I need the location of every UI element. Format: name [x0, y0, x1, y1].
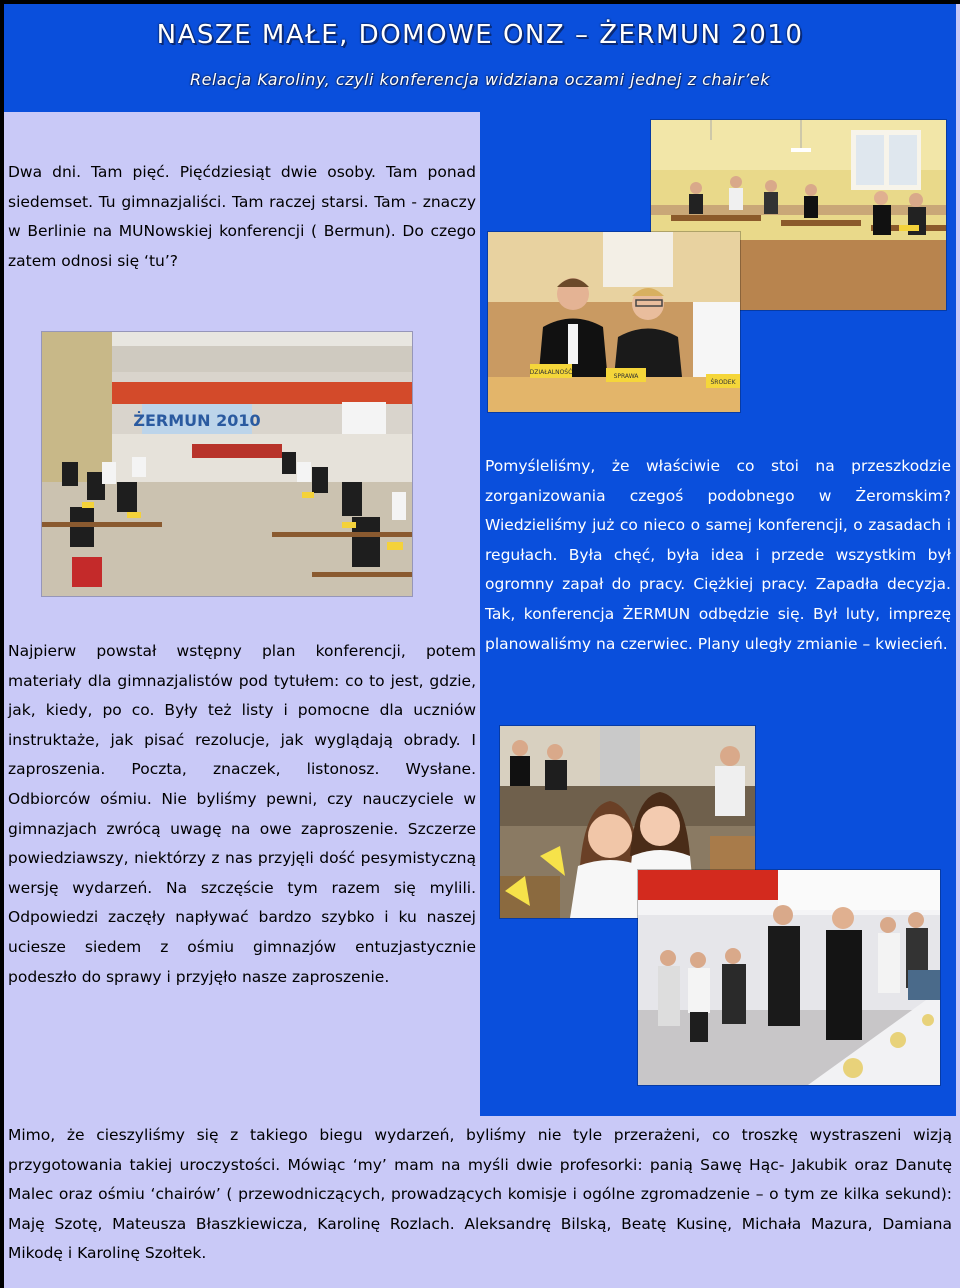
- delegates-photo: [488, 232, 740, 412]
- delegates-photo-image: [488, 232, 740, 412]
- name-card-2: SPRAWA: [613, 373, 639, 380]
- sports-hall-photo-image: [42, 332, 412, 596]
- name-card-3: ŚRODEK: [710, 379, 736, 386]
- header-band: [4, 4, 956, 112]
- page-frame-left: [0, 0, 4, 1288]
- right-column-paragraph: Pomyśleliśmy, że właściwie co stoi na przeszkodzie zorganizowania czegoś podobnego w Żeromskim? Wiedzieliśmy już co nieco o samej konferencji, o zasadach i regułach. Była chęć, była idea i przede wszystkim był ogromny zapał do pracy. Ciężkiej pracy. Zapadła decyzja. Tak, konferencja ŻERMUN odbędzie się. Był luty, imprezę planowaliśmy na czerwiec. Plany uległy zmianie – kwiecień.: [485, 457, 951, 653]
- hall-banner-text: ŻERMUN 2010: [133, 411, 261, 430]
- intro-paragraph: Dwa dni. Tam pięć. Pięćdziesiąt dwie osoby. Tam ponad siedemset. Tu gimnazjaliści. Tam raczej starsi. Tam - znaczy w Berlinie na MUNowskiej konferencji ( Bermun). Do czego zatem odnosi się ‘tu’?: [8, 163, 476, 270]
- sports-hall-photo: [42, 332, 412, 596]
- name-card-1: DZIAŁALNOŚĆ: [529, 369, 573, 376]
- bottom-paragraph: Mimo, że cieszyliśmy się z takiego biegu wydarzeń, byliśmy nie tyle przerażeni, co troszkę wystraszeni wizją przygotowania takiej uroczystości. Mówiąc ‘my’ mam na myśli dwie profesorki: panią Sawę Hąc- Jakubik oraz Danutę Malec oraz ośmiu ‘chairów’ ( przewodniczących, prowadzących komisje i ogólne zgromadzenie – o tym ze kilka sekund): Maję Szotę, Mateusza Błaszkiewicza, Karolinę Rozlach. Aleksandrę Bilską, Beatę Kusinę, Michała Mazura, Damiana Mikodę i Karolinę Szołtek.: [8, 1126, 952, 1263]
- page-title: NASZE MAŁE, DOMOWE ONZ – ŻERMUN 2010: [156, 20, 804, 50]
- coffee-break-photo-image: [638, 870, 940, 1085]
- plan-paragraph: Najpierw powstał wstępny plan konferencji, potem materiały dla gimnazjalistów pod tytułem: co to jest, gdzie, jak, kiedy, po co. Były też listy i pomocne dla uczniów instruktaże, jak pisać rezolucje, jak wyglądają obrady. I zaproszenia. Poczta, znaczek, listonosz. Wysłane. Odbiorców ośmiu. Nie byliśmy pewni, czy nauczyciele w gimnazjach zwrócą uwagę na owe zaproszenie. Szczerze powiedziawszy, niektórzy z nas przyjęli dość pesymistyczną wersję wydarzeń. Na szczęście tym razem się mylili. Odpowiedzi zaczęły napływać bardzo szybko i ku naszej uciesze siedem z ośmiu gimnazjów entuzjastycznie podeszło do sprawy i przyjęło nasze zaproszenie.: [8, 642, 476, 986]
- coffee-break-photo: [638, 870, 940, 1085]
- page-subtitle: Relacja Karoliny, czyli konferencja widziana oczami jednej z chair’ek: [189, 70, 771, 89]
